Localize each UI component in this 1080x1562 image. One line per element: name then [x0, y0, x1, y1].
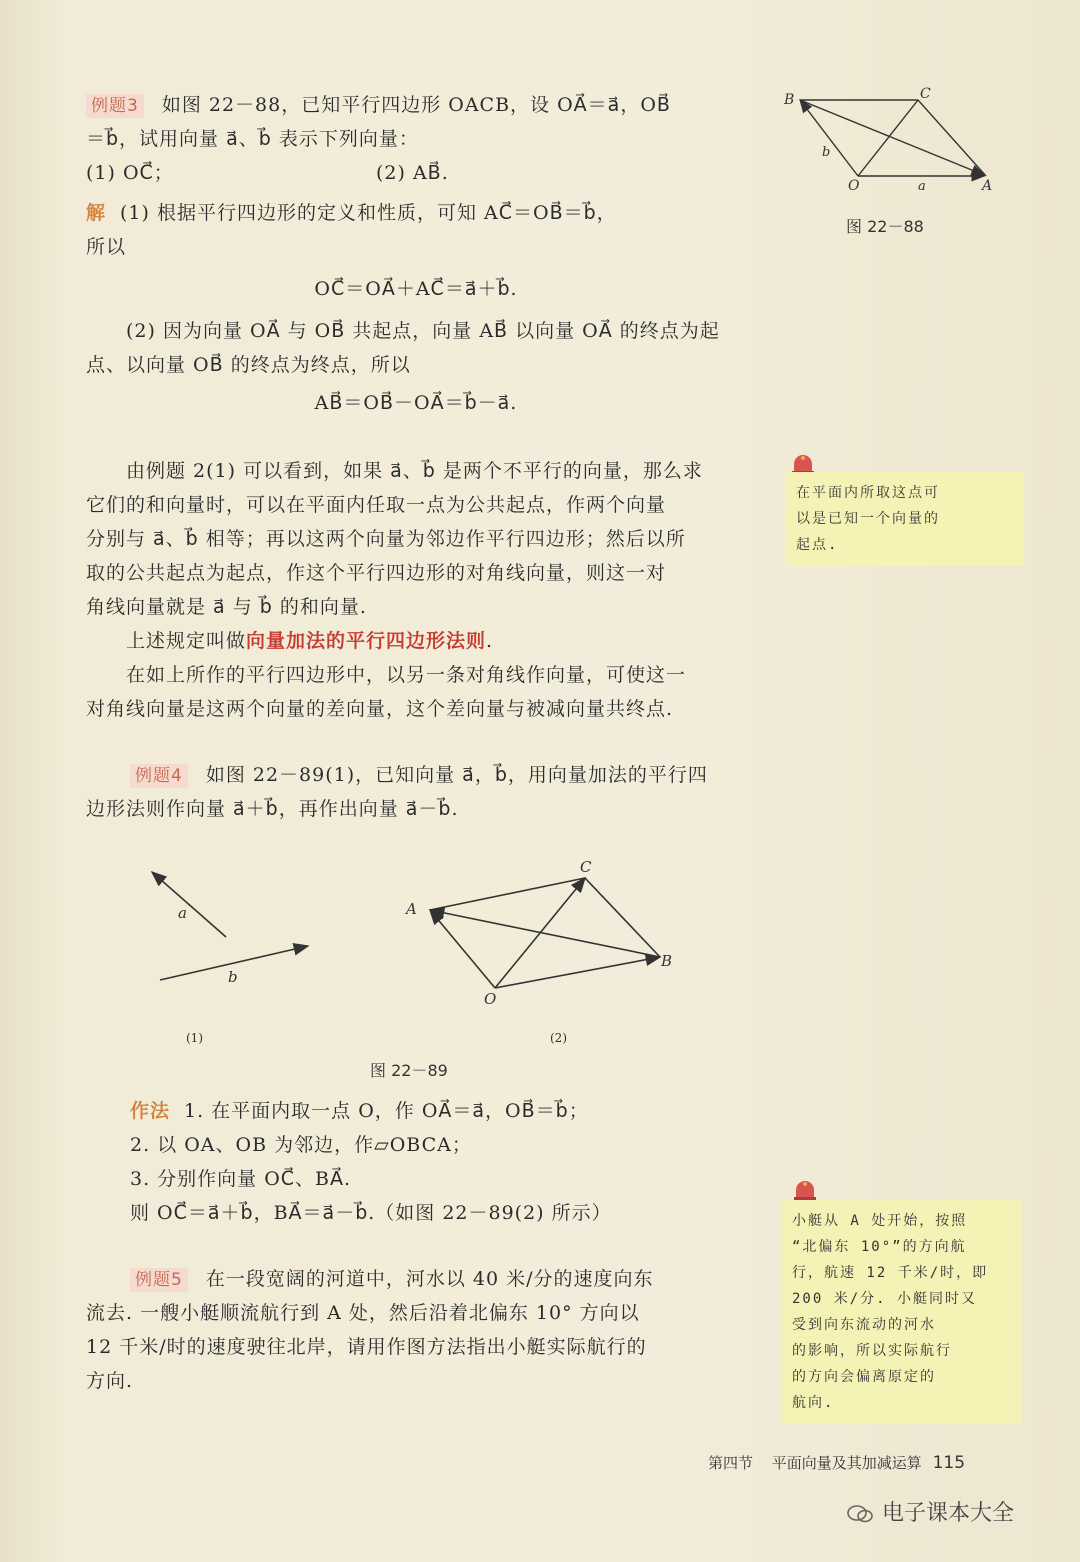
- example3-tag: 例题3: [86, 94, 144, 118]
- question-2: (2) AB⃗.: [376, 162, 449, 184]
- solution-line2: 所以: [86, 236, 127, 258]
- note1-line3: 起点.: [796, 537, 839, 553]
- figure-22-88: [778, 86, 998, 196]
- alarm-bell-icon: [792, 1178, 818, 1200]
- chat-bubble-icon: [846, 1503, 874, 1525]
- example5-line1: [86, 1262, 746, 1296]
- solution-line1: [86, 196, 746, 230]
- label-b-1: b: [228, 968, 238, 986]
- side-note-1: [786, 472, 1024, 566]
- fig88-label-C: C: [920, 86, 931, 102]
- fig88-label-A: A: [982, 178, 993, 194]
- method-line3: 3. 分别作向量 OC⃗、BA⃗.: [130, 1168, 352, 1190]
- para-line7: 在如上所作的平行四边形中，以另一条对角线作向量，可使这一: [126, 664, 687, 686]
- side-note-2: [782, 1200, 1022, 1424]
- example3-text1: 如图 22－88，已知平行四边形 OACB，设 OA⃗＝a⃗，OB⃗: [161, 94, 671, 116]
- solution-text1: (1) 根据平行四边形的定义和性质，可知 AC⃗＝OB⃗＝b⃗，: [120, 202, 617, 224]
- label-O: O: [484, 990, 497, 1008]
- fig88-diagonal-OC: [858, 100, 918, 176]
- example5-line3: 12 千米/时的速度驶往北岸，请用作图方法指出小艇实际航行的: [86, 1336, 647, 1358]
- para-line5: 角线向量就是 a⃗ 与 b⃗ 的和向量.: [86, 596, 367, 618]
- example3-questions: [86, 156, 746, 190]
- para-line8: 对角线向量是这两个向量的差向量，这个差向量与被减向量共终点.: [86, 698, 674, 720]
- para-line2: 它们的和向量时，可以在平面内任取一点为公共起点，作两个向量: [86, 494, 667, 516]
- rule-name: 向量加法的平行四边形法则: [246, 630, 487, 652]
- note2-line4: 200 米/分. 小艇同时又: [792, 1291, 978, 1307]
- example4-tag: 例题4: [130, 764, 188, 788]
- label-a-1: a: [178, 904, 187, 922]
- fig88-label-b: b: [822, 145, 831, 160]
- para-line1: 由例题 2(1) 可以看到，如果 a⃗、b⃗ 是两个不平行的向量，那么求: [126, 460, 703, 482]
- note2-line7: 的方向会偏离原定的: [792, 1369, 936, 1385]
- vector-OB: [495, 957, 660, 988]
- method-line4: 则 OC⃗＝a⃗＋b⃗，BA⃗＝a⃗－b⃗.（如图 22－89(2) 所示）: [130, 1202, 612, 1224]
- para-line4: 取的公共起点为起点，作这个平行四边形的对角线向量，则这一对: [86, 562, 667, 584]
- page-number: 115: [932, 1453, 966, 1473]
- example3-line2: ＝b⃗，试用向量 a⃗、b⃗ 表示下列向量：: [86, 128, 419, 150]
- equation-2: AB⃗＝OB⃗－OA⃗＝b⃗－a⃗.: [314, 392, 518, 414]
- solution-tag: 解: [86, 202, 107, 224]
- figure-22-88-caption: 图 22－88: [846, 217, 924, 236]
- method-section: [86, 1094, 746, 1398]
- subfig-1-label: (1): [186, 1031, 203, 1045]
- page-footer: [708, 1452, 965, 1473]
- figure-22-89-caption: 图 22－89: [370, 1061, 448, 1080]
- note1-line2: 以是已知一个向量的: [796, 511, 940, 527]
- example4-line1: [86, 758, 746, 792]
- main-text: [86, 88, 746, 826]
- vector-BA: [430, 910, 660, 957]
- example5-tag: 例题5: [130, 1268, 188, 1292]
- subfig-2-label: (2): [550, 1031, 567, 1045]
- side-CB: [585, 878, 660, 957]
- example5-text1: 在一段宽阔的河道中，河水以 40 米/分的速度向东: [205, 1268, 654, 1290]
- footer-title: 平面向量及其加减运算: [771, 1454, 922, 1472]
- method-line2: 2. 以 OA、OB 为邻边，作▱OBCA；: [130, 1134, 472, 1156]
- label-C: C: [580, 858, 592, 876]
- figure-22-89: [140, 850, 700, 1050]
- example3-line1: [86, 88, 746, 122]
- fig88-label-O: O: [848, 178, 860, 194]
- solution-line4: 点、以向量 OB⃗ 的终点为终点，所以: [86, 354, 411, 376]
- para-text6c: .: [486, 630, 494, 652]
- vector-a: [152, 872, 226, 937]
- para-line6: [86, 624, 746, 658]
- footer-section: 第四节: [708, 1454, 754, 1472]
- note2-line8: 航向.: [792, 1395, 835, 1411]
- para-line3: 分别与 a⃗、b⃗ 相等；再以这两个向量为邻边作平行四边形；然后以所: [86, 528, 686, 550]
- note1-line1: 在平面内所取这点可: [796, 485, 940, 501]
- note2-line1: 小艇从 A 处开始，按照: [792, 1213, 968, 1229]
- method-tag: 作法: [130, 1100, 171, 1122]
- equation-1: OC⃗＝OA⃗＋AC⃗＝a⃗＋b⃗.: [314, 278, 518, 300]
- example5-line2: 流去. 一艘小艇顺流航行到 A 处，然后沿着北偏东 10° 方向以: [86, 1302, 640, 1324]
- label-A: A: [406, 900, 417, 918]
- method-text1: 1. 在平面内取一点 O，作 OA⃗＝a⃗，OB⃗＝b⃗；: [184, 1100, 589, 1122]
- watermark: [846, 1496, 1014, 1527]
- note2-line5: 受到向东流动的河水: [792, 1317, 936, 1333]
- question-1: (1) OC⃗；: [86, 162, 174, 184]
- note2-line6: 的影响，所以实际航行: [792, 1343, 952, 1359]
- fig88-label-a: a: [918, 179, 926, 194]
- fig88-side-CA: [918, 100, 986, 176]
- watermark-text: 电子课本大全: [882, 1501, 1015, 1526]
- method-line1: [86, 1094, 746, 1128]
- label-B: B: [661, 952, 673, 970]
- note2-line3: 行，航速 12 千米/时，即: [792, 1265, 989, 1281]
- fig88-label-B: B: [784, 92, 795, 108]
- example5-line4: 方向.: [86, 1370, 134, 1392]
- fig88-vector-BA: [800, 100, 984, 175]
- example4-line2: 边形法则作向量 a⃗＋b⃗，再作出向量 a⃗－b⃗.: [86, 798, 459, 820]
- solution-line3: (2) 因为向量 OA⃗ 与 OB⃗ 共起点，向量 AB⃗ 以向量 OA⃗ 的终点为起: [126, 320, 720, 342]
- note2-line2: “北偏东 10°”的方向航: [792, 1239, 967, 1255]
- para-text6a: 上述规定叫做: [126, 630, 247, 652]
- alarm-bell-icon: [790, 452, 816, 474]
- example4-text1: 如图 22－89(1)，已知向量 a⃗，b⃗，用向量加法的平行四: [205, 764, 708, 786]
